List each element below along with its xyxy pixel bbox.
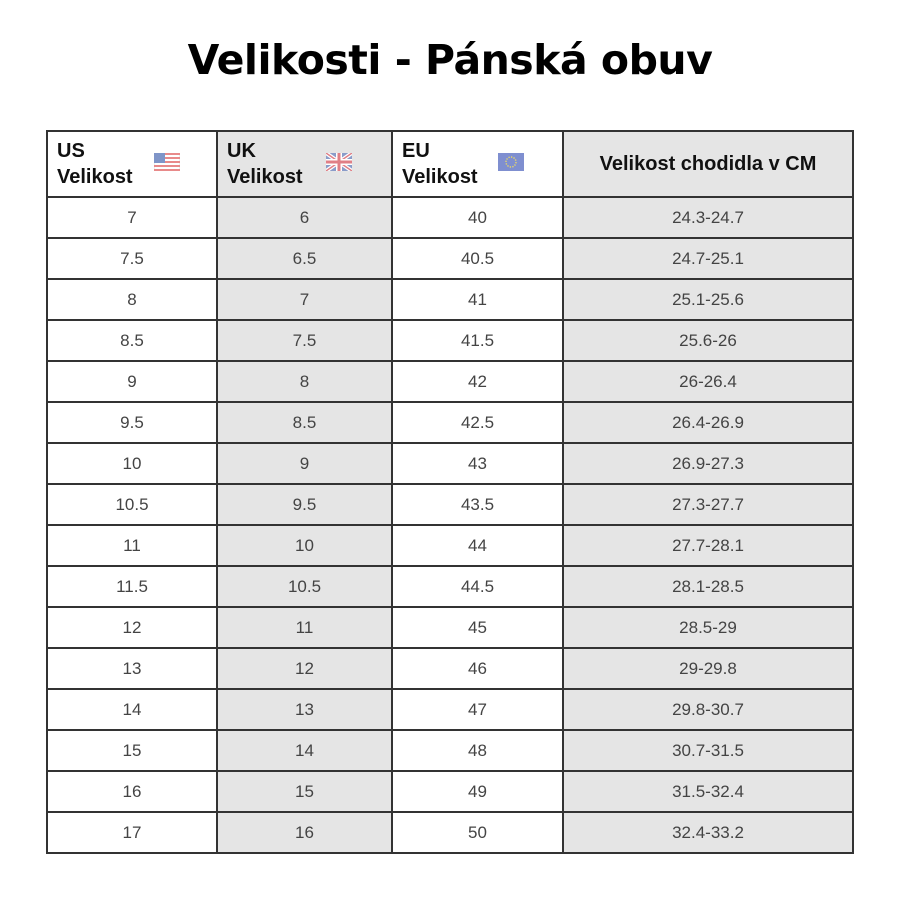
cell-us: 9 bbox=[47, 361, 217, 402]
cell-uk: 16 bbox=[217, 812, 392, 853]
header-row bbox=[47, 131, 853, 197]
cell-us: 16 bbox=[47, 771, 217, 812]
table-row bbox=[47, 443, 853, 484]
table-row bbox=[47, 771, 853, 812]
cell-cm: 27.7-28.1 bbox=[563, 525, 853, 566]
cell-eu: 41.5 bbox=[392, 320, 563, 361]
cell-uk: 8 bbox=[217, 361, 392, 402]
table-row bbox=[47, 812, 853, 853]
cell-cm: 26.4-26.9 bbox=[563, 402, 853, 443]
table-row bbox=[47, 689, 853, 730]
table-row bbox=[47, 320, 853, 361]
cell-uk: 8.5 bbox=[217, 402, 392, 443]
cell-us: 8 bbox=[47, 279, 217, 320]
cell-eu: 48 bbox=[392, 730, 563, 771]
cell-us: 9.5 bbox=[47, 402, 217, 443]
size-table bbox=[46, 130, 854, 854]
cell-cm: 32.4-33.2 bbox=[563, 812, 853, 853]
table-row bbox=[47, 648, 853, 689]
header-us-code: US bbox=[57, 140, 85, 162]
cell-uk: 10.5 bbox=[217, 566, 392, 607]
cell-eu: 40.5 bbox=[392, 238, 563, 279]
cell-uk: 14 bbox=[217, 730, 392, 771]
header-eu-label: Velikost bbox=[402, 166, 478, 188]
cell-cm: 29.8-30.7 bbox=[563, 689, 853, 730]
cell-us: 8.5 bbox=[47, 320, 217, 361]
cell-eu: 41 bbox=[392, 279, 563, 320]
uk-flag-icon bbox=[326, 153, 352, 171]
cell-us: 17 bbox=[47, 812, 217, 853]
cell-eu: 43 bbox=[392, 443, 563, 484]
cell-cm: 30.7-31.5 bbox=[563, 730, 853, 771]
cell-uk: 15 bbox=[217, 771, 392, 812]
cell-cm: 24.3-24.7 bbox=[563, 197, 853, 238]
cell-eu: 50 bbox=[392, 812, 563, 853]
cell-us: 7 bbox=[47, 197, 217, 238]
cell-eu: 47 bbox=[392, 689, 563, 730]
cell-eu: 44.5 bbox=[392, 566, 563, 607]
cell-cm: 27.3-27.7 bbox=[563, 484, 853, 525]
header-uk-label: Velikost bbox=[227, 166, 303, 188]
cell-cm: 31.5-32.4 bbox=[563, 771, 853, 812]
cell-uk: 11 bbox=[217, 607, 392, 648]
header-uk-code: UK bbox=[227, 140, 256, 162]
cell-uk: 6 bbox=[217, 197, 392, 238]
eu-flag-icon bbox=[498, 153, 524, 171]
cell-uk: 7.5 bbox=[217, 320, 392, 361]
cell-eu: 46 bbox=[392, 648, 563, 689]
cell-us: 10 bbox=[47, 443, 217, 484]
header-eu-code: EU bbox=[402, 140, 430, 162]
header-us bbox=[47, 131, 217, 197]
cell-eu: 49 bbox=[392, 771, 563, 812]
cell-uk: 9.5 bbox=[217, 484, 392, 525]
cell-cm: 25.6-26 bbox=[563, 320, 853, 361]
cell-uk: 9 bbox=[217, 443, 392, 484]
cell-eu: 42.5 bbox=[392, 402, 563, 443]
cell-uk: 13 bbox=[217, 689, 392, 730]
cell-us: 14 bbox=[47, 689, 217, 730]
cell-cm: 24.7-25.1 bbox=[563, 238, 853, 279]
table-row bbox=[47, 730, 853, 771]
table-row bbox=[47, 197, 853, 238]
table-row bbox=[47, 484, 853, 525]
cell-eu: 43.5 bbox=[392, 484, 563, 525]
header-cm-label: Velikost chodidla v CM bbox=[599, 152, 817, 175]
cell-eu: 40 bbox=[392, 197, 563, 238]
cell-uk: 7 bbox=[217, 279, 392, 320]
header-uk bbox=[217, 131, 392, 197]
table-row bbox=[47, 402, 853, 443]
cell-us: 11 bbox=[47, 525, 217, 566]
cell-us: 13 bbox=[47, 648, 217, 689]
table-row bbox=[47, 361, 853, 402]
cell-us: 7.5 bbox=[47, 238, 217, 279]
cell-us: 12 bbox=[47, 607, 217, 648]
cell-cm: 29-29.8 bbox=[563, 648, 853, 689]
cell-cm: 26.9-27.3 bbox=[563, 443, 853, 484]
cell-cm: 26-26.4 bbox=[563, 361, 853, 402]
cell-us: 10.5 bbox=[47, 484, 217, 525]
header-cm bbox=[563, 131, 853, 197]
cell-cm: 28.1-28.5 bbox=[563, 566, 853, 607]
cell-eu: 45 bbox=[392, 607, 563, 648]
cell-uk: 6.5 bbox=[217, 238, 392, 279]
cell-eu: 42 bbox=[392, 361, 563, 402]
page-title: Velikosti - Pánská obuv bbox=[187, 36, 713, 84]
header-eu bbox=[392, 131, 563, 197]
cell-cm: 28.5-29 bbox=[563, 607, 853, 648]
cell-cm: 25.1-25.6 bbox=[563, 279, 853, 320]
cell-us: 11.5 bbox=[47, 566, 217, 607]
table-row bbox=[47, 607, 853, 648]
cell-us: 15 bbox=[47, 730, 217, 771]
header-us-label: Velikost bbox=[57, 166, 133, 188]
table-row bbox=[47, 238, 853, 279]
us-flag-icon bbox=[154, 153, 180, 171]
table-row bbox=[47, 279, 853, 320]
table-row bbox=[47, 566, 853, 607]
cell-uk: 12 bbox=[217, 648, 392, 689]
cell-eu: 44 bbox=[392, 525, 563, 566]
cell-uk: 10 bbox=[217, 525, 392, 566]
table-row bbox=[47, 525, 853, 566]
